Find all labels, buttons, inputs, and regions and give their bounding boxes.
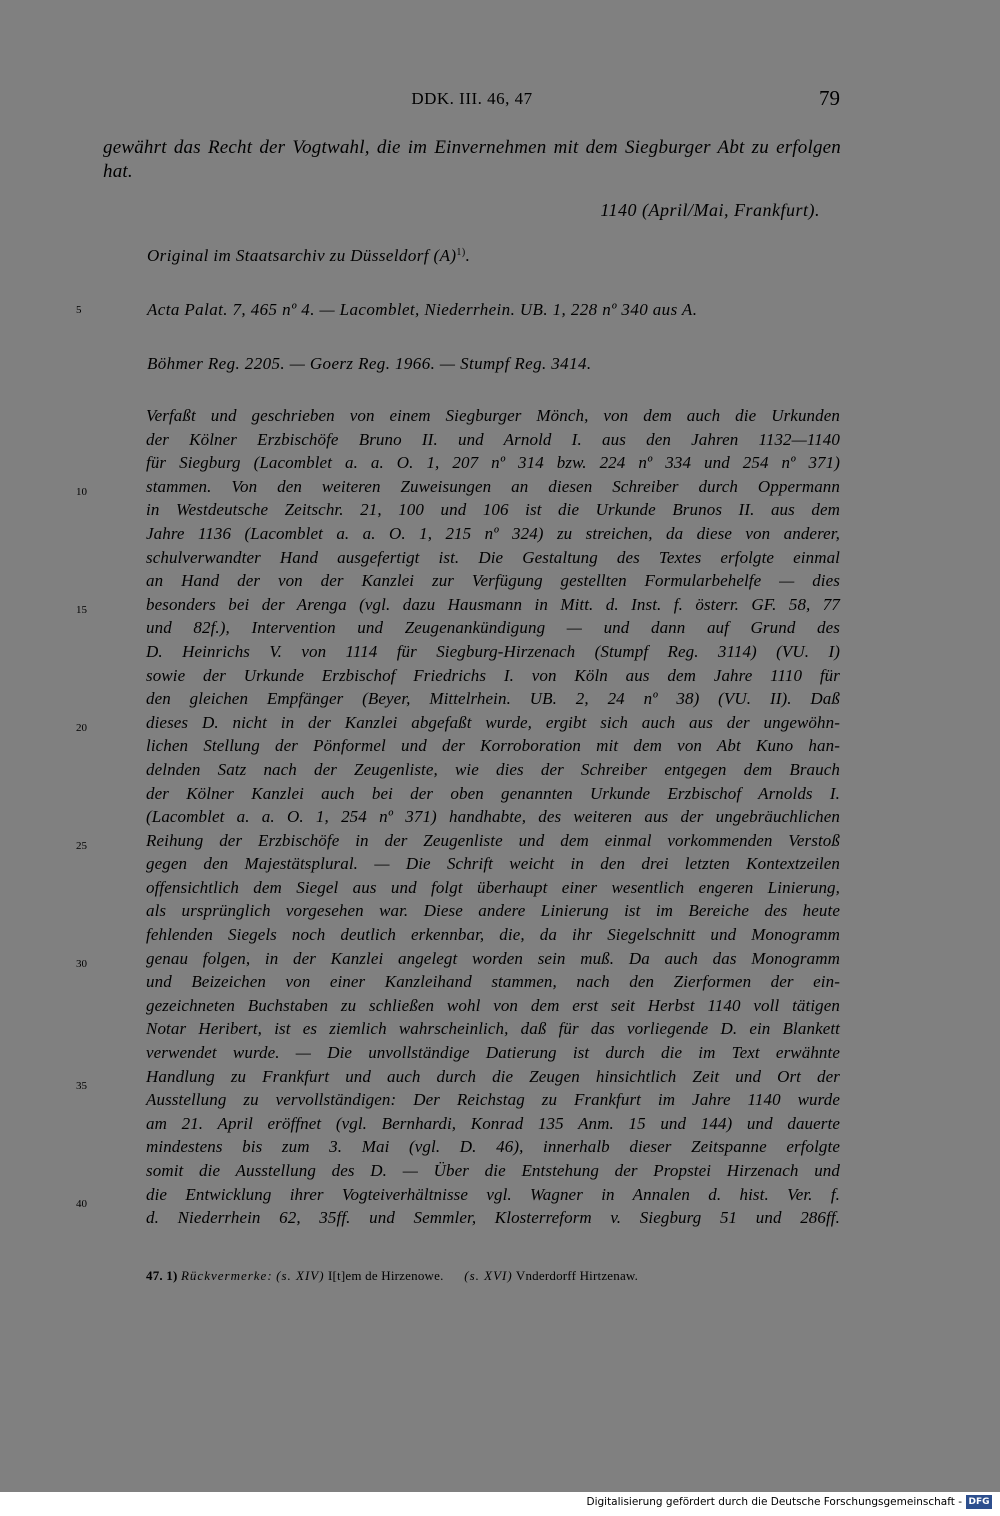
commentary-line: und 82f.), Intervention und Zeugenankündigung — und dann auf Grund des xyxy=(146,618,840,638)
running-header: DDK. III. 46, 47 xyxy=(411,89,533,108)
commentary-line: somit die Ausstellung des D. — Über die Entstehung der Propstei Hirzenach und xyxy=(146,1161,840,1180)
date-place: 1140 (April/Mai, Frankfurt). xyxy=(600,200,820,220)
commentary-line: als ursprünglich vorgesehen war. Diese andere Linierung ist im Bereiche des heute xyxy=(146,901,840,921)
source-regesten: Böhmer Reg. 2205. — Goerz Reg. 1966. — Stumpf Reg. 3414. xyxy=(147,354,592,373)
commentary-line: fehlenden Siegels noch deutlich erkennbar, die, da ihr Siegelschnitt und Monogramm xyxy=(146,925,840,945)
commentary-line: in Westdeutsche Zeitschr. 21, 100 und 106 ist die Urkunde Brunos II. aus dem xyxy=(146,500,840,520)
commentary-line: und Beizeichen von einer Kanzleihand stammen, nach den Zierformen der ein- xyxy=(146,972,840,992)
line-number: 40 xyxy=(76,1198,87,1210)
commentary-line: delnden Satz nach der Zeugenliste, wie dies der Schreiber entgegen dem Brauch xyxy=(146,759,840,779)
footnote-ref: 1) xyxy=(456,247,466,258)
document-summary: gewährt das Recht der Vogtwahl, die im Einvernehmen mit dem Siegburger Abt zu erfolgen hat. xyxy=(103,137,841,182)
commentary-line: der Kölner Kanzlei auch bei der oben genannten Urkunde Erzbischof Arnolds I. xyxy=(146,783,840,803)
commentary-line: lichen Stellung der Pönformel und der Korroboration mit dem von Abt Kuno han- xyxy=(146,736,840,756)
commentary-line: (Lacomblet a. a. O. 1, 254 nº 371) handhabte, des weiteren aus der ungebräuchlichen xyxy=(146,807,840,827)
commentary-line: stammen. Von den weiteren Zuweisungen an diesen Schreiber durch Oppermann xyxy=(146,476,840,496)
dfg-credit-bar xyxy=(0,1492,1000,1516)
source-original-text: Original im Staatsarchiv zu Düsseldorf (A) xyxy=(147,246,457,265)
commentary-line: Reihung der Erzbischöfe in der Zeugenliste und dem einmal vorkommenden Verstoß xyxy=(146,830,840,850)
commentary-line: dieses D. nicht in der Kanzlei abgefaßt wurde, ergibt sich auch aus der ungewöhn- xyxy=(146,712,840,732)
source-original: Original im Staatsarchiv zu Düsseldorf $(A)^{1)}$. xyxy=(147,246,471,265)
commentary-line: Notar Heribert, ist es ziemlich wahrscheinlich, daß für das vorliegende D. ein Blankett xyxy=(146,1019,840,1039)
commentary-line: gegen den Majestätsplural. — Die Schrift weicht in den drei letzten Kontextzeilen xyxy=(146,854,840,874)
dfg-logo[interactable]: DFG xyxy=(966,1495,992,1509)
commentary-line: besonders bei der Arenga (vgl. dazu Hausmann in Mitt. d. Inst. f. österr. GF. 58, 77 xyxy=(146,594,840,614)
commentary-line: der Kölner Erzbischöfe Bruno II. und Arnold I. aus den Jahren 1132—1140 xyxy=(146,429,840,449)
commentary-line: D. Heinrichs V. von 1114 für Siegburg-Hirzenach (Stumpf Reg. 3114) (VU. I) xyxy=(146,641,840,661)
line-number: 30 xyxy=(76,958,87,970)
footnote-number: 47. 1) xyxy=(146,1268,178,1283)
line-number: 15 xyxy=(76,604,87,616)
line-number: 25 xyxy=(76,840,87,852)
commentary-line: Verfaßt und geschrieben von einem Siegburger Mönch, von dem auch die Urkunden xyxy=(146,406,840,425)
commentary-line: sowie der Urkunde Erzbischof Friedrichs I. von Köln aus dem Jahre 1110 für xyxy=(146,665,840,685)
line-number: 5 xyxy=(76,304,82,316)
page-number: 79 xyxy=(819,86,840,110)
commentary-line: Jahre 1136 (Lacomblet a. a. O. 1, 215 nº 324) zu streichen, da diese von anderer, xyxy=(146,523,840,543)
commentary-line: die Entwicklung ihrer Vogteiverhältnisse vgl. Wagner in Annalen d. hist. Ver. f. xyxy=(146,1184,840,1204)
commentary xyxy=(146,404,840,1230)
commentary-line: Ausstellung zu vervollständigen: Der Reichstag zu Frankfurt im Jahre 1140 wurde xyxy=(146,1090,840,1110)
footnote-century-16: (s. XVI) xyxy=(464,1268,513,1283)
commentary-line: genau folgen, in der Kanzlei angelegt worden sein muß. Da auch das Monogramm xyxy=(146,948,840,968)
commentary-line: offensichtlich dem Siegel aus und folgt überhaupt einer wesentlich engeren Linierung, xyxy=(146,877,840,897)
commentary-line: schulverwandter Hand ausgefertigt ist. Die Gestaltung des Textes erfolgte einmal xyxy=(146,547,840,567)
commentary-line: den gleichen Empfänger (Beyer, Mittelrhein. UB. 2, 24 nº 38) (VU. II). Daß xyxy=(146,689,840,709)
commentary-line: d. Niederrhein 62, 35ff. und Semmler, Klosterreform v. Siegburg 51 und 286ff. xyxy=(146,1208,840,1228)
line-number: 35 xyxy=(76,1080,87,1092)
commentary-line: verwendet wurde. — Die unvollständige Datierung ist durch die im Text erwähnte xyxy=(146,1043,840,1063)
line-number: 10 xyxy=(76,486,87,498)
footnote-century-14: (s. XIV) xyxy=(276,1268,325,1283)
commentary-line: am 21. April eröffnet (vgl. Bernhardi, Konrad 135 Anm. 15 und 144) und dauerte xyxy=(146,1113,840,1133)
commentary-line: Handlung zu Frankfurt und auch durch die Zeugen hinsichtlich Zeit und Ort der xyxy=(146,1066,840,1086)
footnote-text-14: I[t]em de Hirzenowe. xyxy=(328,1268,444,1283)
commentary-line: mindestens bis zum 3. Mai (vgl. D. 46), innerhalb dieser Zeitspanne erfolgte xyxy=(146,1137,840,1157)
commentary-line: gezeichneten Buchstaben zu schließen wohl von dem erst seit Herbst 1140 voll tätigen xyxy=(146,995,840,1015)
footnote-label: Rückvermerke: xyxy=(180,1268,273,1283)
dfg-credit-text: Digitalisierung gefördert durch die Deutsche Forschungsgemeinschaft - xyxy=(586,1496,962,1508)
commentary-line: an Hand der von der Kanzlei zur Verfügung gestellten Formularbehelfe — dies xyxy=(146,571,840,591)
footnote xyxy=(146,1268,638,1284)
line-number: 20 xyxy=(76,722,87,734)
footnote-text-16: Vnderdorff Hirtzenaw. xyxy=(515,1268,639,1283)
source-editions: Acta Palat. 7, 465 nº 4. — Lacomblet, Niederrhein. UB. 1, 228 nº 340 aus A. xyxy=(147,300,698,319)
commentary-line: für Siegburg (Lacomblet a. a. O. 1, 207 nº 314 bzw. 224 nº 334 und 254 nº 371) xyxy=(146,453,840,473)
